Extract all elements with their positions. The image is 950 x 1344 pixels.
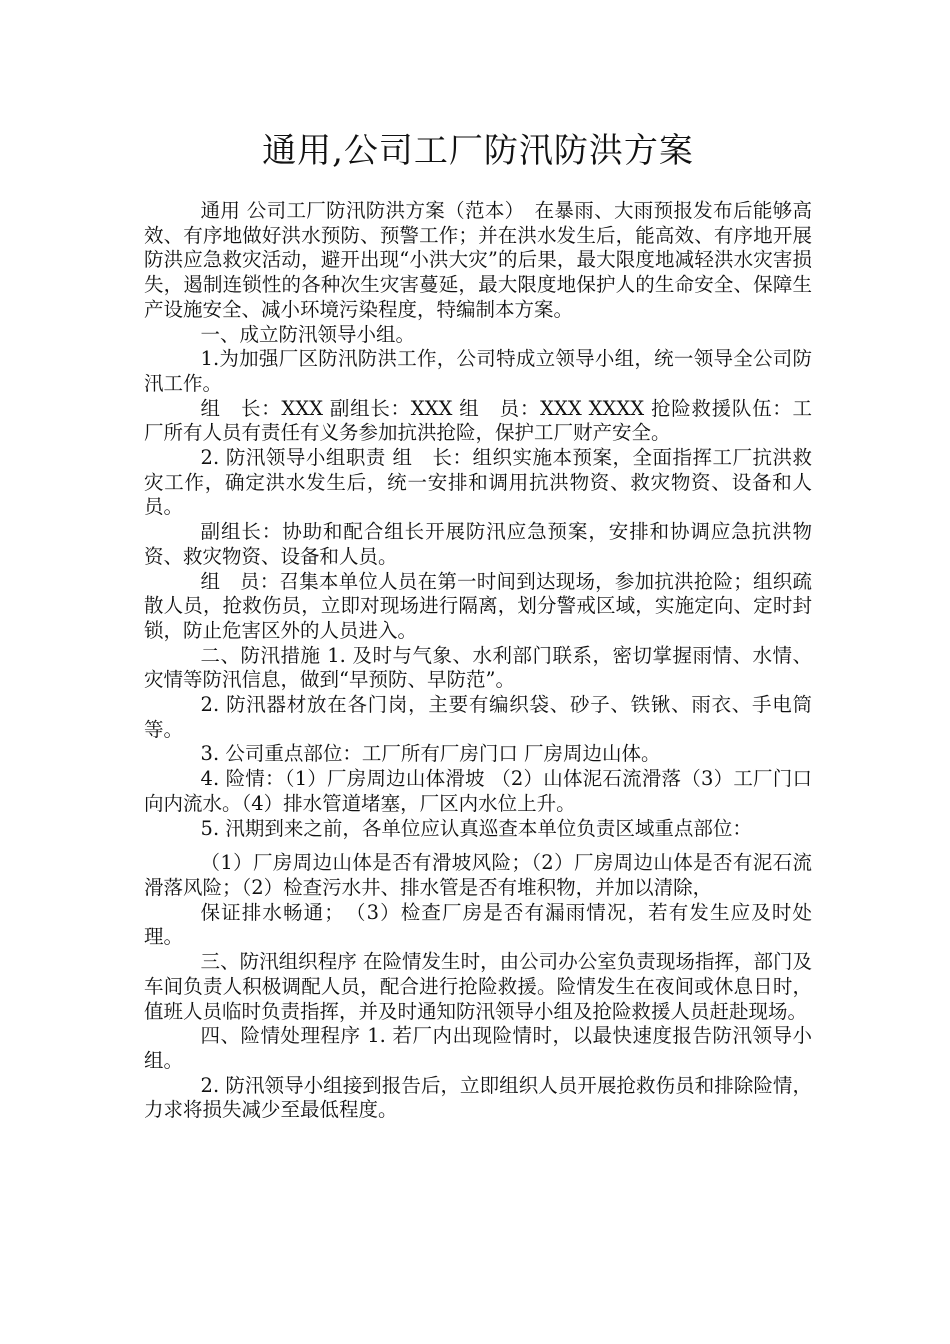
document-body xyxy=(144,199,812,1123)
paragraph-2-3-key-areas: 3. 公司重点部位：工厂所有厂房门口 厂房周边山体。 xyxy=(200,742,661,766)
paragraph-2-5-inspection: 5. 汛期到来之前，各单位应认真巡查本单位负责区域重点部位： xyxy=(200,816,752,840)
paragraph-drainage: 保证排水畅通； （3）检查厂房是否有漏雨情况，若有发生应及时处理。 xyxy=(144,900,812,949)
paragraph-1-1: 1.为加强厂区防汛防洪工作，公司特成立领导小组，统一领导全公司防汛工作。 xyxy=(144,347,812,395)
paragraph-section-4-handling: 四、险情处理程序 1. 若厂内出现险情时，以最快速度报告防汛领导小组。 xyxy=(144,1024,812,1072)
paragraph-section-2-measures: 二、防汛措施 1. 及时与气象、水利部门联系，密切掌握雨情、水情、灾情等防汛信息，做到“早预防、早防范”。 xyxy=(144,643,812,692)
paragraph-deputy-duties: 副组长：协助和配合组长开展防汛应急预案，安排和协调应急抗洪物资、救灾物资、设备和人员。 xyxy=(144,520,812,568)
paragraph-members: 组 长：XXX 副组长：XXX 组 员：XXX XXXX 抢险救援队伍：工厂所有人员有责任有义务参加抗洪抢险，保护工厂财产安全。 xyxy=(144,396,812,445)
paragraph-intro: 通用 公司工厂防汛防洪方案（范本） 在暴雨、大雨预报发布后能够高效、有序地做好洪水预防、预警工作；并在洪水发生后，能高效、有序地开展防洪应急救灾活动，避开出现“小洪大灾”的后果，最大限度地减轻洪水灾害损失，遏制连锁性的各种次生灾害蔓延，最大限度地保护人的生命安全、保障生产设施安全、减小环境污染程度，特编制本方案。 xyxy=(144,199,812,321)
document-title: 通用,公司工厂防汛防洪方案 xyxy=(262,131,694,171)
paragraph-4-2-response: 2. 防汛领导小组接到报告后，立即组织人员开展抢救伤员和排除险情，力求将损失减少至最低程度。 xyxy=(144,1073,812,1122)
paragraph-inspection-items: （1）厂房周边山体是否有滑坡风险；（2）厂房周边山体是否有泥石流滑落风险；（2）检查污水井、排水管是否有堆积物，并加以清除， xyxy=(144,851,812,899)
paragraph-member-duties: 组 员：召集本单位人员在第一时间到达现场，参加抗洪抢险；组织疏散人员，抢救伤员，立即对现场进行隔离，划分警戒区域，实施定向、定时封锁，防止危害区外的人员进入。 xyxy=(144,569,812,642)
document-page xyxy=(144,0,812,1123)
paragraph-section-1-heading: 一、成立防汛领导小组。 xyxy=(200,322,416,346)
paragraph-section-3-procedure: 三、防汛组织程序 在险情发生时，由公司办公室负责现场指挥，部门及车间负责人积极调配人员，配合进行抢险救援。险情发生在夜间或休息日时，值班人员临时负责指挥，并及时通知防汛领导小组及抢险救援人员赶赴现场。 xyxy=(144,950,812,1023)
paragraph-2-4-hazards: 4. 险情：（1）厂房周边山体滑坡 （2）山体泥石流滑落（3）工厂门口向内流水。（4）排水管道堵塞，厂区内水位上升。 xyxy=(144,767,812,815)
paragraph-2-2-equipment: 2. 防汛器材放在各门岗，主要有编织袋、砂子、铁锹、雨衣、手电筒等。 xyxy=(144,693,812,741)
paragraph-1-2-duties: 2. 防汛领导小组职责 组 长：组织实施本预案，全面指挥工厂抗洪救灾工作，确定洪水发生后，统一安排和调用抗洪物资、救灾物资、设备和人员。 xyxy=(144,446,812,519)
